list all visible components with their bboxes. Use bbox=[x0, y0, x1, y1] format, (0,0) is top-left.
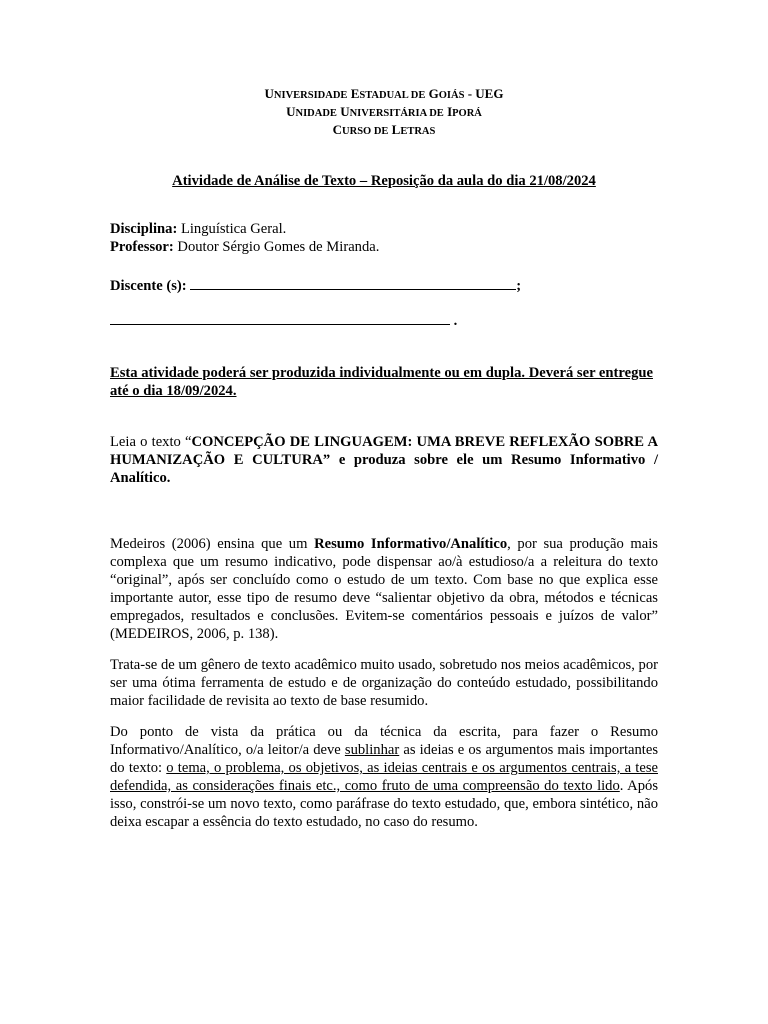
paragraph-2: Trata-se de um gênero de texto acadêmico muito usado, sobretudo nos meios acadêmicos, por ser uma ótima ferramenta de estudo e de organização do conteúdo estudado, possibilitando maior facilidade de revisita ao texto de base resumido. bbox=[110, 657, 658, 709]
discipline-value: Linguística Geral. bbox=[177, 221, 287, 237]
underlined-sublinhar: sublinhar bbox=[344, 742, 400, 758]
discente-row-1 bbox=[110, 276, 658, 295]
university-name: UNIVERSIDADE ESTADUAL DE GOIÁS - UEG bbox=[264, 86, 504, 101]
activity-title: Atividade de Análise de Texto – Reposição da aula do dia 21/08/2024 bbox=[172, 173, 596, 189]
professor-value: Doutor Sérgio Gomes de Miranda. bbox=[173, 239, 380, 255]
paragraph-1: Medeiros (2006) ensina que um Resumo Informativo/Analítico, por sua produção mais complexa que um resumo indicativo, pode dispensar ao/à estudioso/a a releitura do texto “original”, após ser concluído como o estudo de um texto. Com base no que explica esse importante autor, esse tipo de resumo deve “salientar objetivo da obra, métodos e técnicas empregados, resultados e conclusões. Evitem-se comentários pessoais e juízos de valor” (MEDEIROS, 2006, p. 138). bbox=[110, 536, 658, 642]
discente-end-2: . bbox=[450, 313, 458, 329]
discente-end-1: ; bbox=[516, 278, 522, 294]
deadline-notice: Esta atividade poderá ser produzida individualmente ou em dupla. Deverá ser entregue até o dia 18/09/2024. bbox=[110, 365, 653, 399]
professor-label: Professor: bbox=[110, 239, 174, 255]
instruction-title: CONCEPÇÃO DE LINGUAGEM: UMA BREVE REFLEXÃO SOBRE A HUMANIZAÇÃO E CULTURA” e produza sobre ele um Resumo Informativo / Analítico. bbox=[110, 434, 658, 486]
discente-field bbox=[110, 276, 658, 330]
course-meta bbox=[110, 220, 658, 256]
discipline-row bbox=[110, 220, 658, 238]
course-name: CURSO DE LETRAS bbox=[332, 122, 436, 137]
discente-blank-2[interactable] bbox=[110, 311, 450, 325]
discente-label: Discente (s): bbox=[110, 278, 191, 294]
document-header bbox=[110, 86, 658, 140]
instruction-prefix: Leia o texto “ bbox=[110, 434, 192, 450]
discente-blank-1[interactable] bbox=[190, 276, 516, 290]
unit-name: UNIDADE UNIVERSITÁRIA DE IPORÁ bbox=[286, 104, 482, 119]
document-page bbox=[110, 86, 658, 831]
professor-row bbox=[110, 238, 658, 256]
paragraph-3: Do ponto de vista da prática ou da técnica da escrita, para fazer o Resumo Informativo/Analítico, o/a leitor/a deve sublinhar as ideias e os argumentos mais importantes do texto: o tema, o problema, os objetivos, as ideias centrais e os argumentos centrais, a tese defendida, as considerações finais etc., como fruto de uma compreensão do texto lido. Após isso, constrói-se um novo texto, como paráfrase do texto estudado, que, embora sintético, não deixa escapar a essência do texto estudado, no caso do resumo. bbox=[110, 724, 659, 830]
resumo-term: Resumo Informativo/Analítico bbox=[314, 536, 508, 552]
instruction-text bbox=[110, 433, 658, 487]
discente-row-2 bbox=[110, 311, 658, 330]
underlined-elements-list: o tema, o problema, os objetivos, as ideias centrais e os argumentos centrais, a tese defendida, as considerações finais etc., como fruto de uma compreensão do texto lido bbox=[110, 760, 658, 794]
discipline-label: Disciplina: bbox=[110, 221, 178, 237]
